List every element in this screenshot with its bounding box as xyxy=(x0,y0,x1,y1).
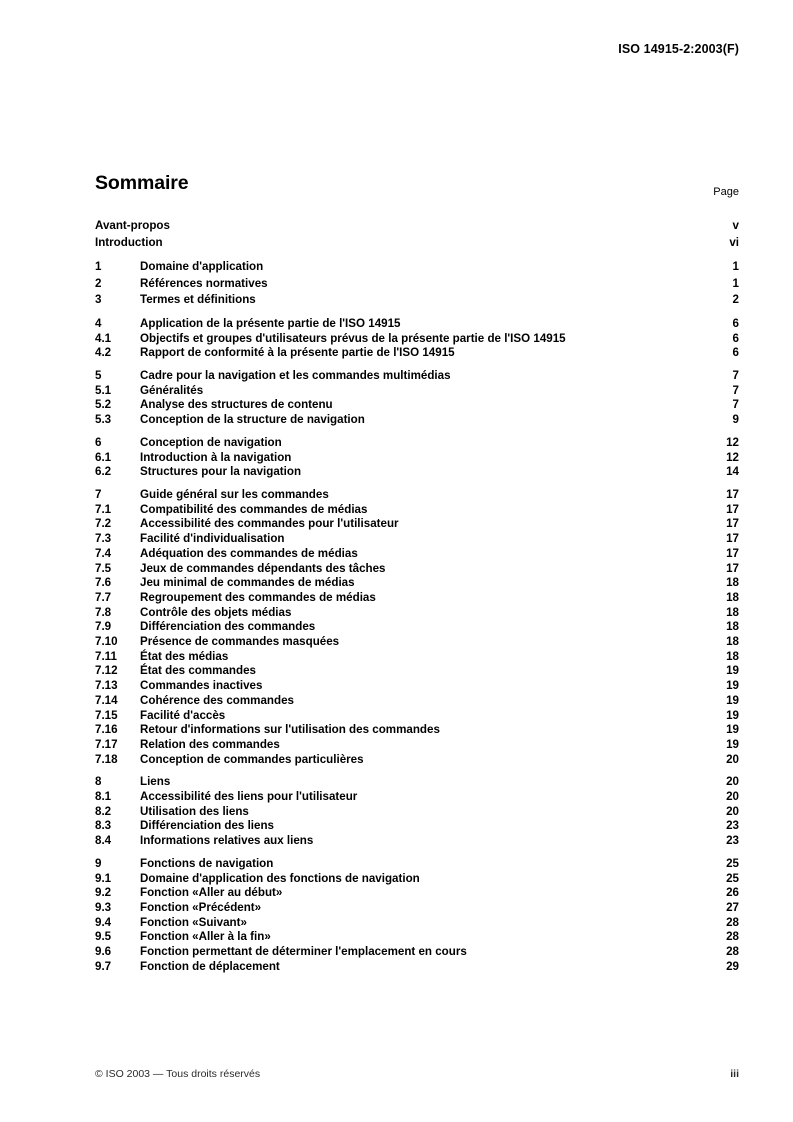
toc-entry-number: 1 xyxy=(95,260,102,274)
footer-page-number: iii xyxy=(730,1068,739,1080)
toc-entry-label: Avant-propos xyxy=(95,219,170,232)
toc-entry-label: Conception de navigation xyxy=(140,435,282,449)
toc-entry-number: 7.12 xyxy=(95,664,118,678)
toc-entry-page-number: 20 xyxy=(726,775,739,789)
toc-entry-label: Références normatives xyxy=(140,276,268,290)
toc-entry-page-number: 28 xyxy=(726,945,739,959)
toc-entry-number: 9.1 xyxy=(95,871,112,885)
toc-entry-page-number: 19 xyxy=(726,664,739,678)
toc-entry-label: Utilisation des liens xyxy=(140,804,249,818)
toc-entry[interactable] xyxy=(95,218,739,235)
toc-entry[interactable] xyxy=(95,916,739,931)
toc-entry-page-number: 18 xyxy=(726,649,739,663)
toc-entry-label: Contrôle des objets médias xyxy=(140,605,292,619)
toc-entry[interactable] xyxy=(95,635,739,650)
toc-entry-number: 9.4 xyxy=(95,915,112,929)
toc-entry-label: Analyse des structures de contenu xyxy=(140,398,333,412)
toc-entry-label: Différenciation des commandes xyxy=(140,620,316,634)
toc-entry-number: 5.2 xyxy=(95,398,112,412)
toc-entry-label: Relation des commandes xyxy=(140,737,280,751)
toc-entry-label: Fonction «Précédent» xyxy=(140,900,262,914)
toc-entry-page-number: 7 xyxy=(732,383,739,397)
toc-entry-page-number: 18 xyxy=(726,576,739,590)
toc-entry[interactable] xyxy=(95,413,739,428)
toc-entry[interactable] xyxy=(95,775,739,790)
toc-entry-label: Retour d'informations sur l'utilisation des commandes xyxy=(140,723,440,737)
toc-entry-label: Objectifs et groupes d'utilisateurs prévus de la présente partie de l'ISO 14915 xyxy=(140,331,566,345)
toc-entry-number: 9.5 xyxy=(95,930,112,944)
toc-entry[interactable] xyxy=(95,857,739,872)
toc-entry[interactable] xyxy=(95,945,739,960)
toc-entry-number: 8.4 xyxy=(95,834,112,848)
toc-entry-number: 3 xyxy=(95,293,102,307)
toc-entry-label: Différenciation des liens xyxy=(140,819,275,833)
toc-entry[interactable] xyxy=(95,805,739,820)
toc-entry[interactable] xyxy=(95,679,739,694)
toc-entry-label: Guide général sur les commandes xyxy=(140,488,329,501)
toc-entry[interactable] xyxy=(95,591,739,606)
toc-entry-number: 7.6 xyxy=(95,576,112,590)
toc-group xyxy=(95,259,739,309)
toc-entry[interactable] xyxy=(95,369,739,384)
toc-entry-number: 9 xyxy=(95,856,102,870)
toc-entry-number: 4.1 xyxy=(95,331,112,345)
toc-entry-page-number: 28 xyxy=(726,930,739,944)
toc-entry-page-number: 18 xyxy=(726,620,739,634)
toc-entry-number: 7.5 xyxy=(95,561,112,575)
toc-entry-label: Domaine d'application xyxy=(140,260,264,274)
toc-entry-label: Fonction permettant de déterminer l'emplacement en cours xyxy=(140,945,467,959)
toc-entry-number: 9.2 xyxy=(95,886,112,900)
toc-group xyxy=(95,317,739,361)
toc-entry-number: 7.3 xyxy=(95,532,112,546)
toc-group xyxy=(95,218,739,251)
toc-entry-number: 7.2 xyxy=(95,517,112,531)
toc-entry-number: 4 xyxy=(95,316,102,330)
toc-entry-number: 9.3 xyxy=(95,900,112,914)
toc-entry-page-number: 6 xyxy=(732,346,739,360)
toc-entry-page-number: 25 xyxy=(726,871,739,885)
toc-entry[interactable] xyxy=(95,346,739,361)
toc-entry-label: Introduction xyxy=(95,235,163,249)
document-footer xyxy=(95,1068,739,1080)
toc-entry-number: 7.10 xyxy=(95,635,118,649)
toc-entry-label: Adéquation des commandes de médias xyxy=(140,546,358,560)
toc-entry-label: Cohérence des commandes xyxy=(140,693,294,707)
toc-entry[interactable] xyxy=(95,547,739,562)
toc-entry-number: 7.1 xyxy=(95,502,112,516)
toc-entry-page-number: 17 xyxy=(726,502,739,516)
toc-entry-page-number: vi xyxy=(729,235,739,249)
page-title: Sommaire xyxy=(95,172,189,194)
toc-entry-number: 8 xyxy=(95,775,102,789)
toc-entry-page-number: 17 xyxy=(726,532,739,546)
toc-entry-number: 8.1 xyxy=(95,790,112,804)
toc-entry-page-number: 1 xyxy=(732,260,739,274)
toc-entry-label: Regroupement des commandes de médias xyxy=(140,590,376,604)
toc-entry-page-number: 19 xyxy=(726,737,739,751)
toc-entry-number: 7 xyxy=(95,488,102,501)
toc-entry-page-number: 19 xyxy=(726,679,739,693)
toc-entry-page-number: 23 xyxy=(726,819,739,833)
toc-entry-number: 6.1 xyxy=(95,450,112,464)
toc-entry-number: 7.7 xyxy=(95,590,112,604)
toc-entry[interactable] xyxy=(95,317,739,332)
toc-entry-number: 5.1 xyxy=(95,383,112,397)
toc-entry[interactable] xyxy=(95,332,739,347)
toc-entry[interactable] xyxy=(95,276,739,293)
toc-entry-number: 9.6 xyxy=(95,945,112,959)
toc-entry-label: Accessibilité des commandes pour l'utilisateur xyxy=(140,517,399,531)
toc-group xyxy=(95,775,739,849)
toc-entry-page-number: 20 xyxy=(726,790,739,804)
toc-entry-page-number: 17 xyxy=(726,546,739,560)
toc-entry[interactable] xyxy=(95,738,739,753)
toc-entry-label: Fonctions de navigation xyxy=(140,856,274,870)
toc-entry[interactable] xyxy=(95,451,739,466)
toc-title-row xyxy=(95,172,739,198)
toc-entry[interactable] xyxy=(95,886,739,901)
toc-entry[interactable] xyxy=(95,930,739,945)
toc-entry-label: Termes et définitions xyxy=(140,293,256,307)
toc-entry[interactable] xyxy=(95,384,739,399)
toc-entry[interactable] xyxy=(95,292,739,309)
toc-entry-label: Facilité d'individualisation xyxy=(140,532,285,546)
toc-entry-number: 8.3 xyxy=(95,819,112,833)
toc-entry-page-number: 2 xyxy=(732,293,739,307)
toc-entry[interactable] xyxy=(95,532,739,547)
toc-entry-label: Fonction «Suivant» xyxy=(140,915,247,929)
toc-entry-page-number: 1 xyxy=(732,276,739,290)
document-header-standard-reference: ISO 14915-2:2003(F) xyxy=(618,42,739,56)
toc-entry[interactable] xyxy=(95,709,739,724)
toc-entry-label: Fonction de déplacement xyxy=(140,959,280,973)
toc-entry[interactable] xyxy=(95,723,739,738)
toc-entry-label: Présence de commandes masquées xyxy=(140,635,340,649)
toc-entry-label: Commandes inactives xyxy=(140,679,263,693)
toc-entry-page-number: 6 xyxy=(732,316,739,330)
toc-group xyxy=(95,488,739,767)
toc-entry[interactable] xyxy=(95,753,739,768)
toc-entry-label: État des médias xyxy=(140,649,229,663)
toc-entry-number: 7.17 xyxy=(95,737,118,751)
toc-entry[interactable] xyxy=(95,576,739,591)
toc-entry-page-number: 9 xyxy=(732,413,739,427)
toc-entry-label: Jeux de commandes dépendants des tâches xyxy=(140,561,386,575)
toc-group xyxy=(95,436,739,480)
toc-entry[interactable] xyxy=(95,901,739,916)
toc-entry-page-number: 23 xyxy=(726,834,739,848)
toc-entry-label: Conception de commandes particulières xyxy=(140,752,364,766)
toc-entry[interactable] xyxy=(95,872,739,887)
toc-entry[interactable] xyxy=(95,819,739,834)
toc-entry-page-number: 6 xyxy=(732,331,739,345)
toc-entry[interactable] xyxy=(95,235,739,252)
toc-entry-number: 5 xyxy=(95,369,102,383)
toc-entry[interactable] xyxy=(95,694,739,709)
toc-entry-label: Structures pour la navigation xyxy=(140,465,302,479)
toc-entry-page-number: 26 xyxy=(726,886,739,900)
toc-entry-page-number: 17 xyxy=(726,517,739,531)
toc-entry-number: 4.2 xyxy=(95,346,112,360)
toc-entry-label: Introduction à la navigation xyxy=(140,450,292,464)
toc-entry-page-number: 12 xyxy=(726,450,739,464)
toc-entry[interactable] xyxy=(95,488,739,503)
toc-entry-page-number: 19 xyxy=(726,708,739,722)
toc-entry-page-number: 18 xyxy=(726,590,739,604)
toc-entry[interactable] xyxy=(95,606,739,621)
toc-entry-number: 7.4 xyxy=(95,546,112,560)
toc-entry[interactable] xyxy=(95,398,739,413)
toc-entry-page-number: 29 xyxy=(726,959,739,973)
toc-page-column-label: Page xyxy=(713,186,739,198)
toc-entry-label: Fonction «Aller à la fin» xyxy=(140,930,271,944)
toc-entry-page-number: 7 xyxy=(732,369,739,383)
toc-entry-page-number: 17 xyxy=(726,561,739,575)
table-of-contents xyxy=(95,218,739,975)
toc-entry-number: 7.18 xyxy=(95,752,118,766)
toc-entry[interactable] xyxy=(95,620,739,635)
toc-entry-page-number: 12 xyxy=(726,435,739,449)
toc-entry-number: 7.15 xyxy=(95,708,118,722)
toc-entry-page-number: 7 xyxy=(732,398,739,412)
toc-entry-page-number: v xyxy=(732,219,739,232)
toc-entry-label: Généralités xyxy=(140,383,204,397)
toc-entry-number: 5.3 xyxy=(95,413,112,427)
toc-entry-label: Application de la présente partie de l'ISO 14915 xyxy=(140,316,401,330)
toc-entry[interactable] xyxy=(95,790,739,805)
toc-entry-number: 9.7 xyxy=(95,959,112,973)
toc-entry-label: Informations relatives aux liens xyxy=(140,834,314,848)
toc-entry-page-number: 18 xyxy=(726,605,739,619)
toc-entry-number: 6 xyxy=(95,435,102,449)
toc-entry-page-number: 20 xyxy=(726,752,739,766)
toc-entry-number: 8.2 xyxy=(95,804,112,818)
toc-entry-page-number: 17 xyxy=(726,488,739,501)
toc-entry-page-number: 20 xyxy=(726,804,739,818)
toc-entry[interactable] xyxy=(95,664,739,679)
toc-entry-number: 2 xyxy=(95,276,102,290)
toc-entry-label: Cadre pour la navigation et les commandes multimédias xyxy=(140,369,451,383)
toc-entry[interactable] xyxy=(95,259,739,276)
footer-copyright: © ISO 2003 — Tous droits réservés xyxy=(95,1068,261,1080)
toc-entry-label: Facilité d'accès xyxy=(140,708,226,722)
toc-entry-number: 7.13 xyxy=(95,679,118,693)
toc-entry-number: 7.8 xyxy=(95,605,112,619)
toc-group xyxy=(95,369,739,428)
toc-entry[interactable] xyxy=(95,465,739,480)
toc-entry[interactable] xyxy=(95,834,739,849)
toc-group xyxy=(95,857,739,975)
toc-entry-number: 7.14 xyxy=(95,693,118,707)
toc-entry-label: Liens xyxy=(140,775,171,789)
toc-entry-label: Compatibilité des commandes de médias xyxy=(140,502,368,516)
toc-entry-number: 7.9 xyxy=(95,620,112,634)
toc-entry-page-number: 19 xyxy=(726,693,739,707)
toc-entry-label: Jeu minimal de commandes de médias xyxy=(140,576,355,590)
toc-entry-number: 7.11 xyxy=(95,649,117,663)
toc-entry-page-number: 28 xyxy=(726,915,739,929)
toc-entry-page-number: 27 xyxy=(726,900,739,914)
toc-entry[interactable] xyxy=(95,650,739,665)
toc-entry-page-number: 18 xyxy=(726,635,739,649)
toc-entry-number: 7.16 xyxy=(95,723,118,737)
toc-entry[interactable] xyxy=(95,503,739,518)
toc-entry-label: Domaine d'application des fonctions de navigation xyxy=(140,871,420,885)
toc-entry[interactable] xyxy=(95,960,739,975)
toc-entry-label: État des commandes xyxy=(140,664,256,678)
toc-entry-number: 6.2 xyxy=(95,465,112,479)
toc-entry-label: Conception de la structure de navigation xyxy=(140,413,365,427)
toc-entry-page-number: 19 xyxy=(726,723,739,737)
toc-entry[interactable] xyxy=(95,436,739,451)
toc-entry[interactable] xyxy=(95,562,739,577)
toc-entry-page-number: 14 xyxy=(726,465,739,479)
toc-entry-page-number: 25 xyxy=(726,856,739,870)
toc-entry[interactable] xyxy=(95,517,739,532)
toc-entry-label: Accessibilité des liens pour l'utilisateur xyxy=(140,790,358,804)
toc-entry-label: Fonction «Aller au début» xyxy=(140,886,283,900)
toc-entry-label: Rapport de conformité à la présente partie de l'ISO 14915 xyxy=(140,346,455,360)
